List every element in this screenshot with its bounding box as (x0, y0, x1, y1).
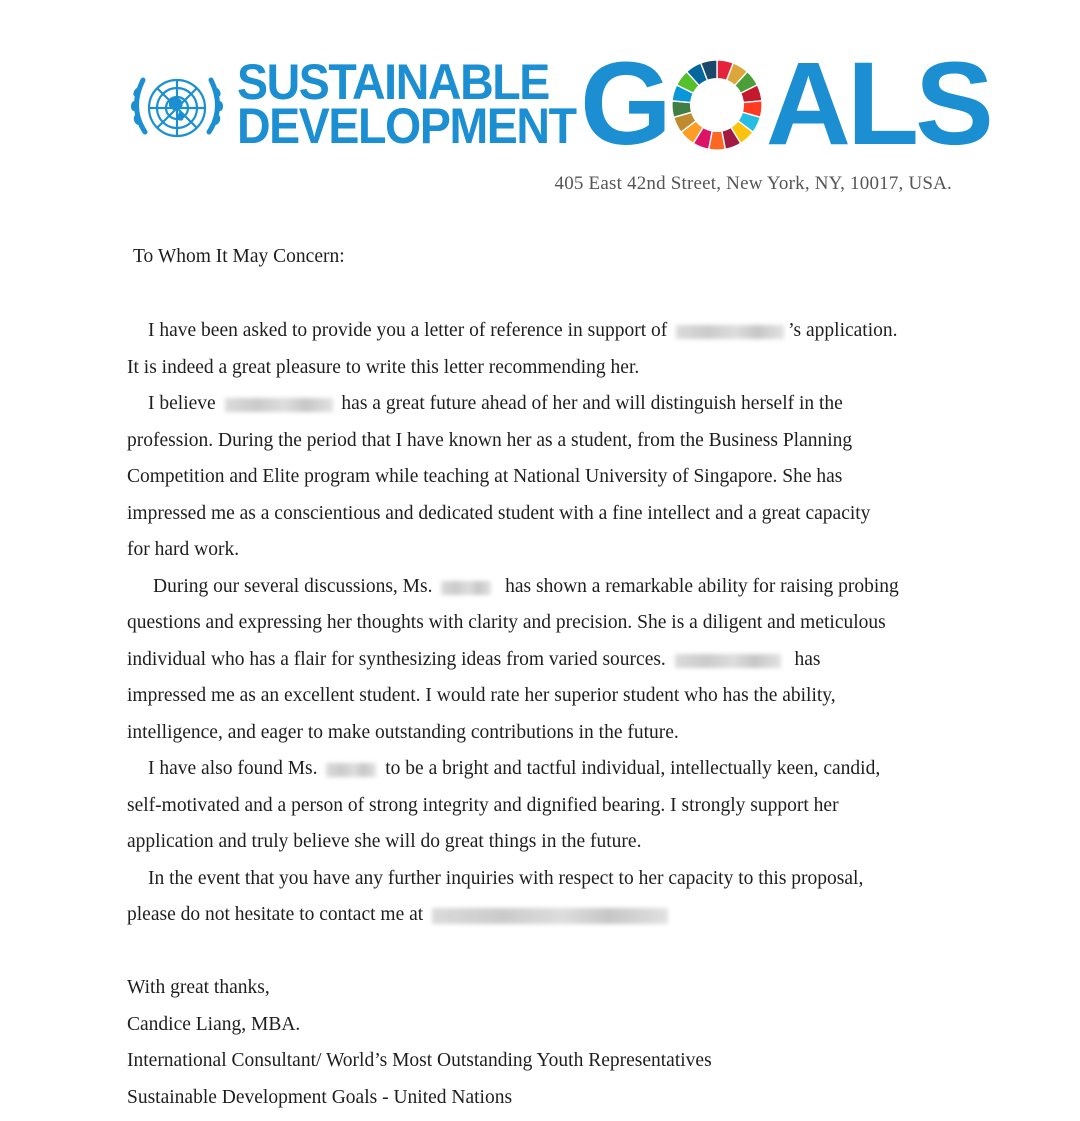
p3-line2: questions and expressing her thoughts with clarity and precision. She is a diligent and meticulous (127, 612, 886, 633)
p4-line1 (148, 758, 988, 780)
logo-line-sustainable: SUSTAINABLE (237, 54, 549, 110)
text-segment: individual who has a flair for synthesizing ideas from varied sources. (127, 649, 666, 670)
signer-title: International Consultant/ World’s Most Outstanding Youth Representatives (127, 1050, 712, 1071)
logo-line-development: DEVELOPMENT (237, 98, 576, 154)
closing: With great thanks, (127, 977, 270, 998)
redacted-name (225, 398, 333, 412)
text-segment: I have also found Ms. (148, 758, 318, 779)
salutation: To Whom It May Concern: (133, 246, 345, 267)
logo-goals-g: G (580, 38, 668, 170)
p4-line3: application and truly believe she will do great things in the future. (127, 831, 642, 852)
redacted-email (432, 908, 668, 924)
text-segment: During our several discussions, Ms. (153, 576, 433, 597)
text-segment: I have been asked to provide you a letter of reference in support of (148, 320, 668, 341)
p3-line3 (127, 649, 967, 671)
signer-name: Candice Liang, MBA. (127, 1014, 301, 1035)
p5-line2 (127, 904, 967, 926)
p1-line1 (148, 320, 988, 342)
redacted-name (675, 654, 781, 668)
p3-line4: impressed me as an excellent student. I would rate her superior student who has the ability, (127, 685, 836, 706)
text-segment: to be a bright and tactful individual, intellectually keen, candid, (385, 758, 881, 779)
un-emblem-icon (125, 62, 229, 154)
logo-goals-rest: ALS (765, 38, 990, 170)
text-segment: has a great future ahead of her and will distinguish herself in the (341, 393, 843, 414)
sdg-logo (125, 38, 990, 170)
redacted-name (326, 763, 376, 777)
p2-line5: for hard work. (127, 539, 240, 560)
p2-line1 (148, 393, 988, 415)
p3-line5: intelligence, and eager to make outstanding contributions in the future. (127, 722, 679, 743)
address: 405 East 42nd Street, New York, NY, 10017, USA. (554, 173, 952, 194)
p2-line4: impressed me as a conscientious and dedicated student with a fine intellect and a great capacity (127, 503, 871, 524)
text-segment: has shown a remarkable ability for raising probing (505, 576, 899, 597)
text-segment: I believe (148, 393, 216, 414)
p3-line1 (153, 576, 993, 598)
text-segment: has (794, 649, 821, 670)
sdg-color-wheel-icon (670, 58, 764, 152)
p2-line3: Competition and Elite program while teaching at National University of Singapore. She has (127, 466, 843, 487)
logo-wordmark (237, 54, 576, 154)
p4-line2: self-motivated and a person of strong integrity and dignified bearing. I strongly support her (127, 795, 839, 816)
logo-goals (580, 38, 990, 170)
p2-line2: profession. During the period that I have known her as a student, from the Business Planning (127, 430, 853, 451)
redacted-name (676, 325, 784, 339)
signer-organization: Sustainable Development Goals - United Nations (127, 1087, 513, 1108)
p5-line1: In the event that you have any further inquiries with respect to her capacity to this proposal, (148, 868, 864, 889)
redacted-name (441, 581, 491, 595)
text-segment: ’s application. (788, 320, 898, 341)
text-segment: please do not hesitate to contact me at (127, 904, 424, 925)
p1-line2: It is indeed a great pleasure to write this letter recommending her. (127, 357, 640, 378)
